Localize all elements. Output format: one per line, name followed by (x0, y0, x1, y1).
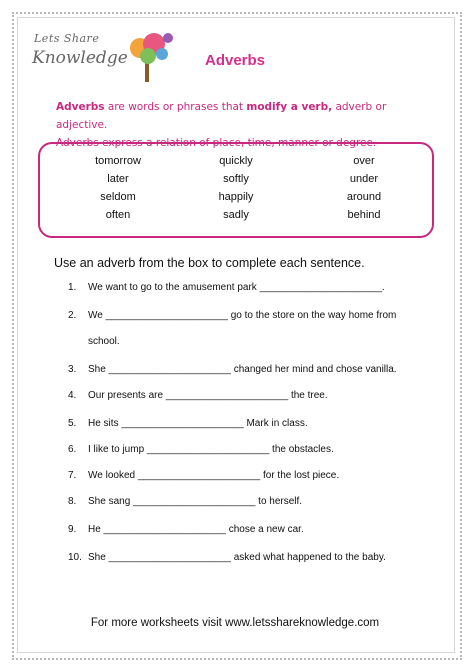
instruction-text: Use an adverb from the box to complete each sentence. (54, 256, 365, 270)
exercise-item (68, 282, 385, 293)
word-bank-item: later (107, 173, 129, 185)
sentence-text: We want to go to the amusement park ______________________. (88, 282, 385, 293)
definition-fragment: are words or phrases that (104, 101, 247, 113)
item-number: 1. (68, 282, 77, 293)
word-bank-item: around (346, 191, 382, 203)
sentence-text: school. (88, 336, 120, 347)
sentence-text: He ______________________ chose a new car. (88, 524, 304, 535)
word-bank-item: behind (347, 209, 381, 221)
item-number: 8. (68, 496, 77, 507)
definition-fragment-end: adverb or adjective. (56, 101, 387, 131)
definition-emphasis: modify a verb, (246, 101, 333, 113)
term-adverbs: Adverbs (56, 101, 105, 113)
word-bank-item: happily (218, 191, 254, 203)
item-number: 7. (68, 470, 77, 481)
item-number: 10. (68, 552, 82, 563)
word-bank-column-2 (176, 152, 296, 224)
footer-text: For more worksheets visit www.letsshareknowledge.com (90, 617, 380, 629)
item-number: 9. (68, 524, 77, 535)
sentence-text: We looked ______________________ for the lost piece. (88, 470, 340, 481)
exercise-item (68, 418, 308, 429)
item-number: 2. (68, 310, 77, 321)
exercise-item (68, 524, 304, 535)
exercise-item (68, 310, 396, 321)
definition-line-2: Adverbs express a relation of place, time, manner or degree. (56, 137, 377, 149)
sentence-text: She sang ______________________ to herself. (88, 496, 303, 507)
word-bank-column-3 (304, 152, 424, 224)
sentence-text: Our presents are ______________________ the tree. (88, 390, 328, 401)
sentence-text: She ______________________ changed her mind and chose vanilla. (88, 364, 397, 375)
worksheet-page (12, 12, 462, 660)
word-bank-column-1 (58, 152, 178, 224)
word-bank-item: tomorrow (95, 155, 141, 167)
exercise-item (68, 552, 386, 563)
word-bank-item: often (105, 209, 131, 221)
item-number: 4. (68, 390, 77, 401)
sentence-text: I like to jump ______________________ the obstacles. (88, 444, 334, 455)
sentence-text: She ______________________ asked what happened to the baby. (88, 552, 386, 563)
exercise-item (68, 496, 302, 507)
logo-text-top: Lets Share (34, 32, 100, 45)
exercise-item (68, 470, 339, 481)
word-bank-item: over (353, 155, 375, 167)
exercise-item (68, 390, 328, 401)
exercise-item-continued (68, 336, 120, 347)
word-bank-item: sadly (223, 209, 249, 221)
item-number: 5. (68, 418, 77, 429)
definition-line-1 (56, 98, 436, 134)
item-number: 6. (68, 444, 77, 455)
item-number: 3. (68, 364, 77, 375)
exercise-item (68, 364, 397, 375)
logo-text-bottom: Knowledge (32, 48, 128, 68)
word-bank-item: seldom (100, 191, 136, 203)
page-title: Adverbs (204, 52, 266, 69)
word-bank-item: under (349, 173, 379, 185)
exercise-item (68, 444, 334, 455)
word-bank-item: quickly (219, 155, 253, 167)
word-bank-box (38, 142, 434, 238)
sentence-text: We ______________________ go to the store on the way home from (88, 310, 397, 321)
sentence-text: He sits ______________________ Mark in class. (88, 418, 308, 429)
word-bank-item: softly (223, 173, 249, 185)
